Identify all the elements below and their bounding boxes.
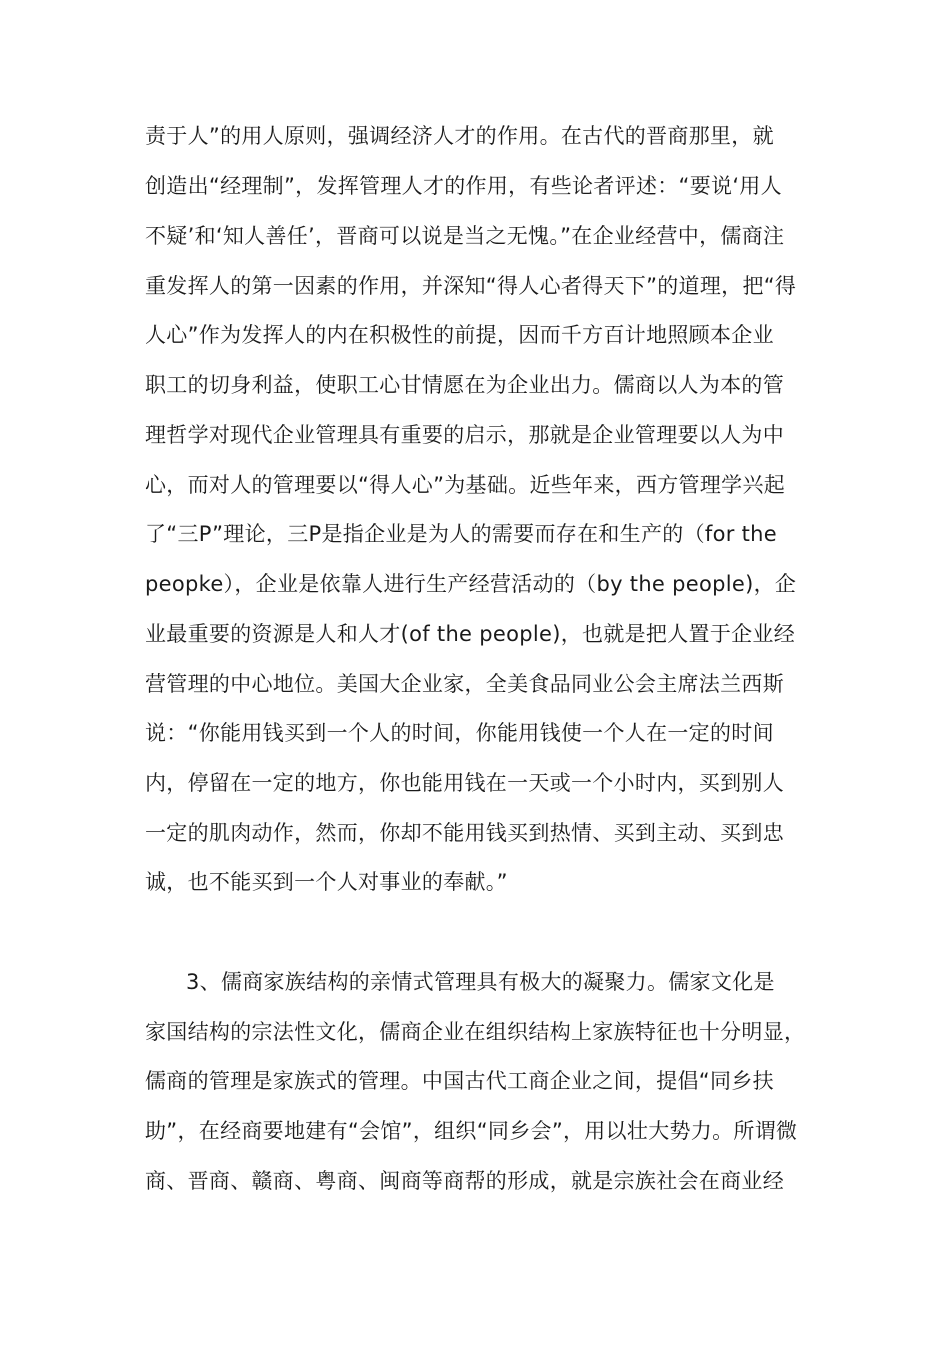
text-line: 创造出“经理制”，发挥管理人才的作用，有些论者评述：“要说‘用人	[145, 174, 782, 198]
text-line: 商、晋商、赣商、粤商、闽商等商帮的形成，就是宗族社会在商业经	[145, 1169, 784, 1193]
text-line: 一定的肌肉动作，然而，你却不能用钱买到热情、买到主动、买到忠	[145, 821, 784, 845]
text-line: 家国结构的宗法性文化，儒商企业在组织结构上家族特征也十分明显，	[145, 1020, 806, 1044]
text-line: 助”，在经商要地建有“会馆”，组织“同乡会”，用以壮大势力。所谓微	[145, 1119, 798, 1143]
text-line: 心，而对人的管理要以“得人心”为基础。近些年来，西方管理学兴起	[145, 473, 786, 497]
text-line: 人心”作为发挥人的内在积极性的前提，因而千方百计地照顾本企业	[145, 323, 774, 347]
text-line: 责于人”的用人原则，强调经济人才的作用。在古代的晋商那里，就	[145, 124, 774, 148]
text-line: 说：“你能用钱买到一个人的时间，你能用钱使一个人在一定的时间	[145, 721, 774, 745]
text-line: 内，停留在一定的地方，你也能用钱在一天或一个小时内，买到别人	[145, 771, 784, 795]
text-line: 职工的切身利益，使职工心甘情愿在为企业出力。儒商以人为本的管	[145, 373, 784, 397]
text-line: 诚，也不能买到一个人对事业的奉献。”	[145, 870, 508, 894]
text-line: 重发挥人的第一因素的作用，并深知“得人心者得天下”的道理，把“得	[145, 274, 797, 298]
text-line: 儒商的管理是家族式的管理。中国古代工商企业之间，提倡“同乡扶	[145, 1069, 774, 1093]
text-line: 不疑’和‘知人善任’，晋商可以说是当之无愧。”在企业经营中，儒商注	[145, 224, 785, 248]
text-line: 了“三P”理论，三P是指企业是为人的需要而存在和生产的（for the	[145, 522, 777, 546]
text-line: 营管理的中心地位。美国大企业家，全美食品同业公会主席法兰西斯	[145, 672, 784, 696]
text-line: 业最重要的资源是人和人才(of the people)，也就是把人置于企业经	[145, 622, 796, 646]
text-line: peopke），企业是依靠人进行生产经营活动的（by the people)，企	[145, 572, 797, 596]
text-line: 3、儒商家族结构的亲情式管理具有极大的凝聚力。儒家文化是	[186, 970, 775, 994]
text-line: 理哲学对现代企业管理具有重要的启示，那就是企业管理要以人为中	[145, 423, 784, 447]
